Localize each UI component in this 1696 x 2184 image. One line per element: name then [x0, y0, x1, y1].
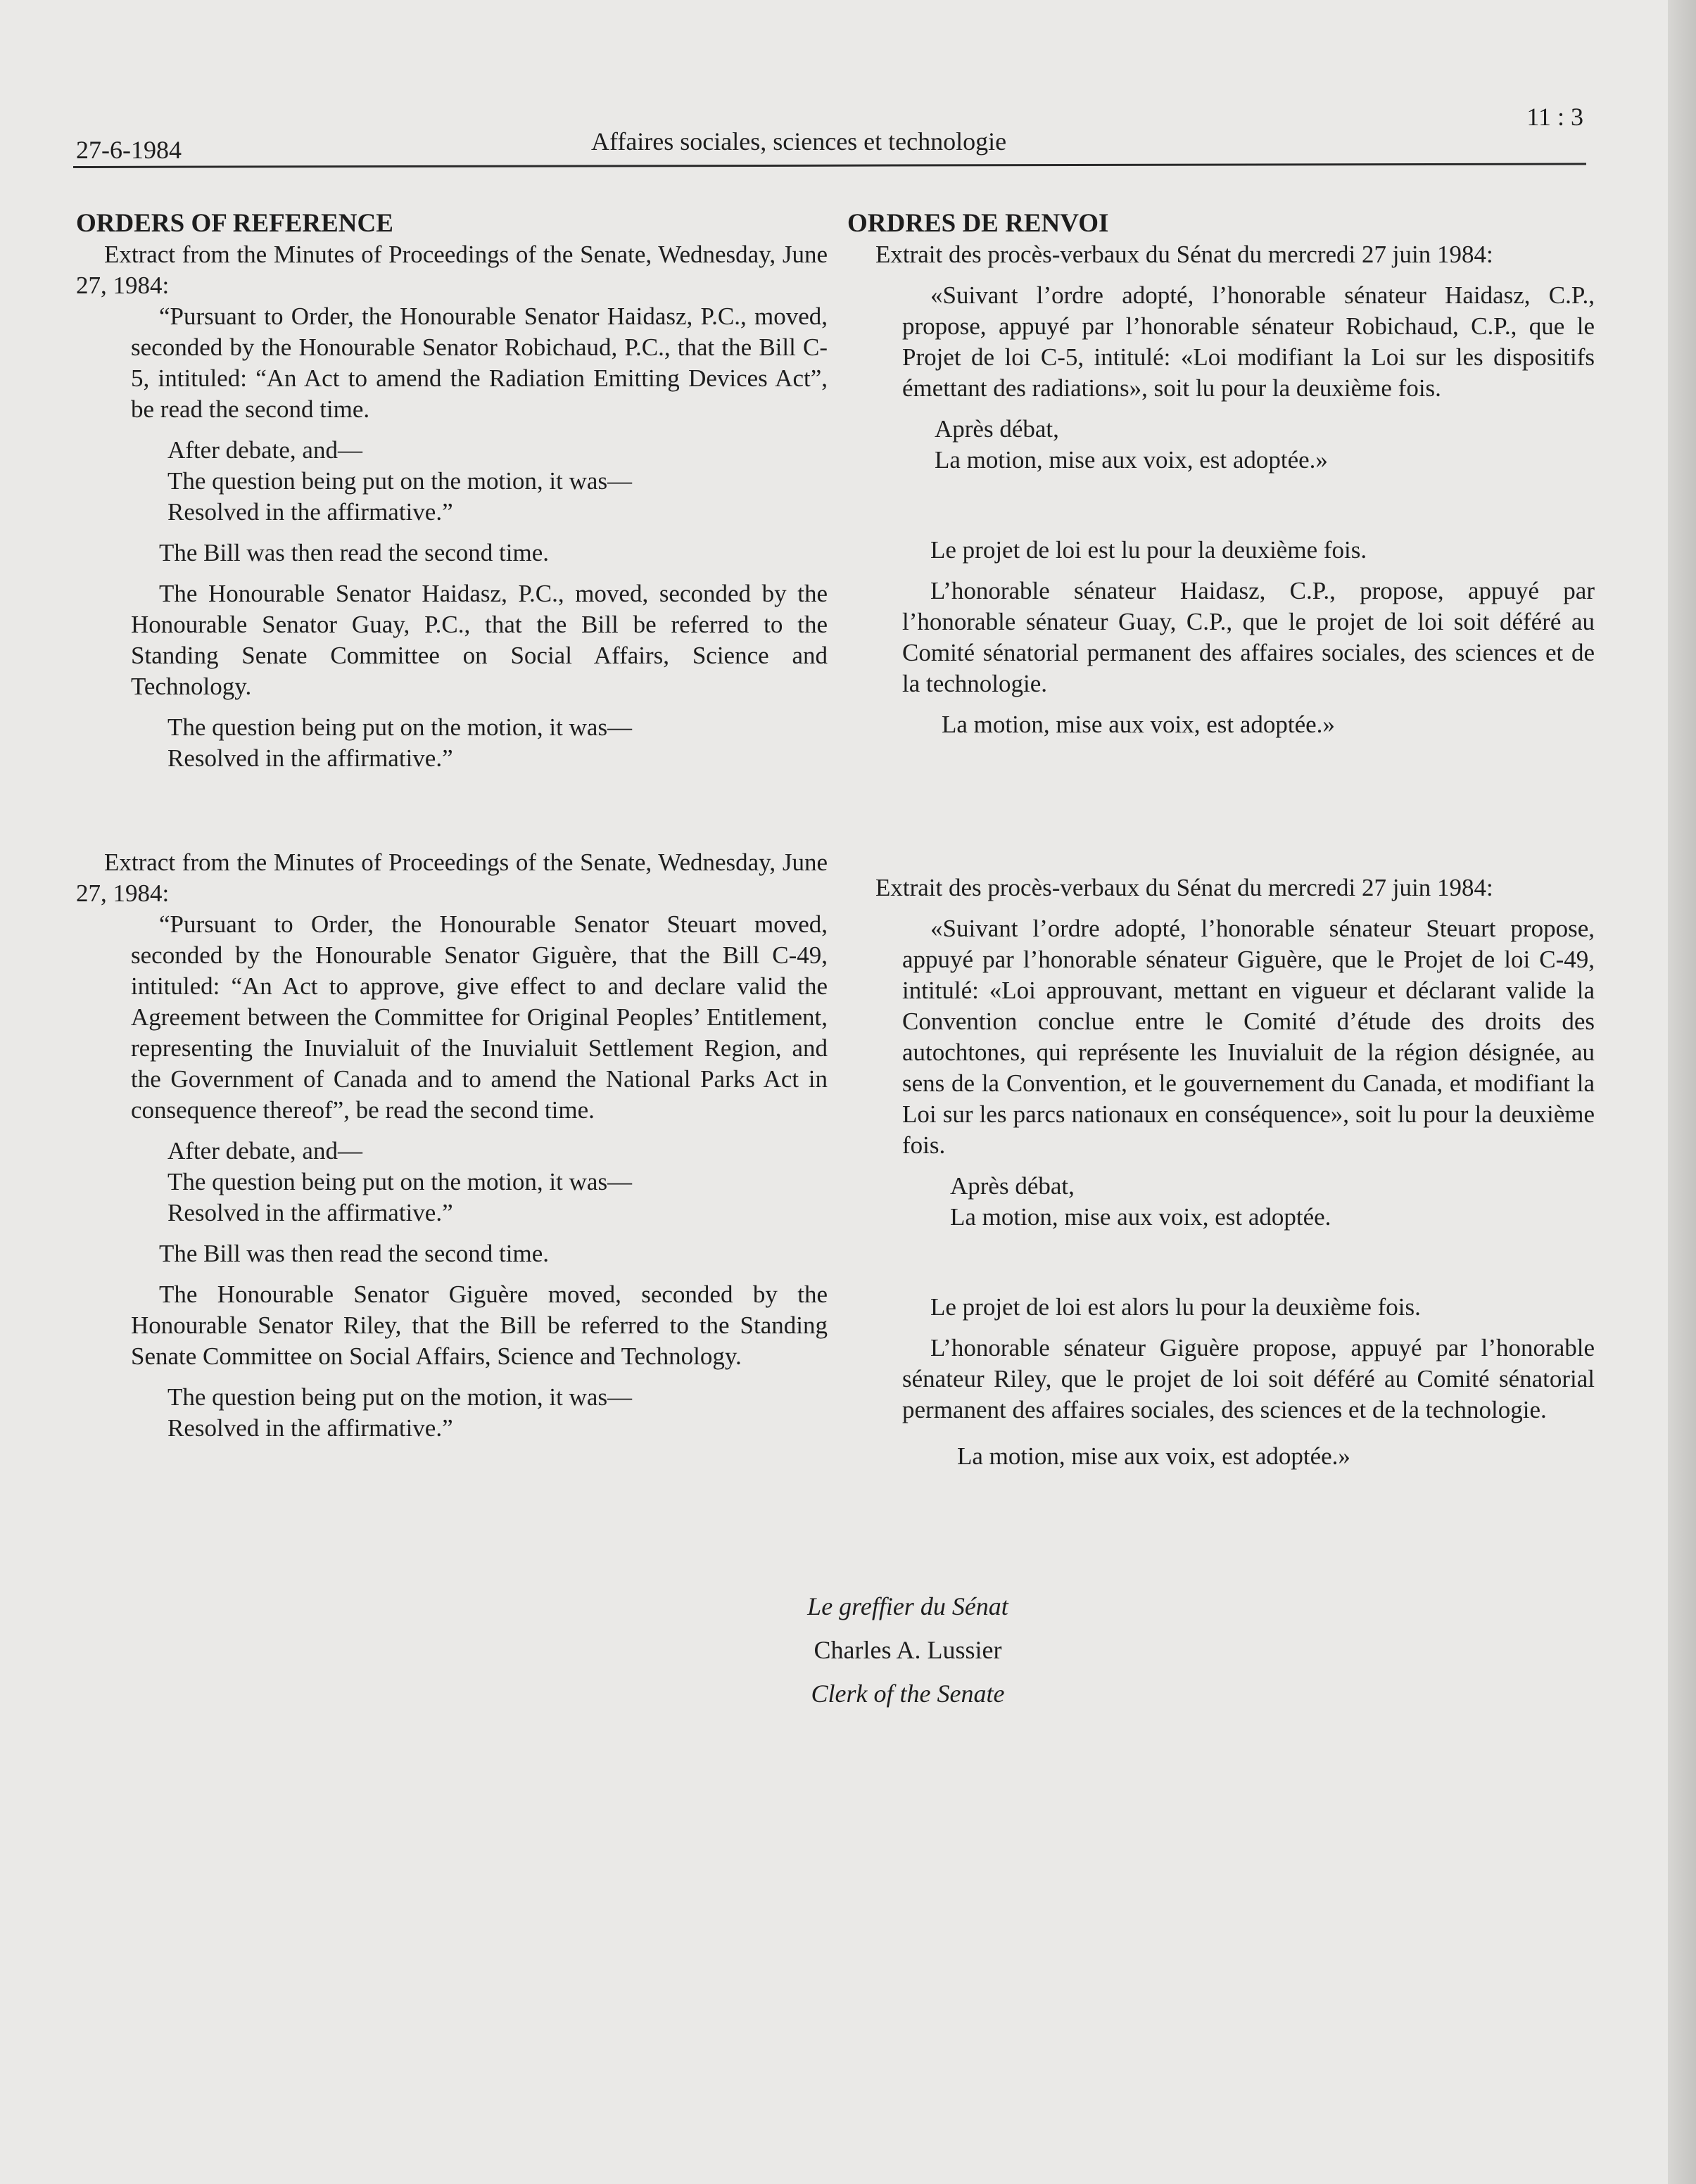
signature-block: [704, 1585, 1112, 1715]
resolution-1: [76, 435, 828, 528]
proposition-2: L’honorable sénateur Giguère propose, appuyé par l’honorable sénateur Riley, que le projet de loi soit déféré au Comité sénatorial permanent des affaires sociales, des sciences et de la technologie.: [902, 1334, 1595, 1423]
page-header: [73, 103, 1585, 170]
citation-paragraph-2: «Suivant l’ordre adopté, l’honorable sénateur Steuart propose, appuyé par l’honorable sénateur Giguère, que le Projet de loi C-49, intitulé: «Loi approuvant, mettant en vigueur et déclarant valide la Convention conclue entre le Comité d’étude des droits des autochtones, qui représente les Inuvialuit de la région désignée, au sens de la Convention, et le gouvernement du Canada, et modifiant la Loi sur les parcs nationaux en conséquence», soit lu pour la deuxième fois.: [902, 915, 1595, 1159]
resolution-3: [76, 1136, 828, 1228]
resolved-line-3: Resolved in the affirmative.”: [167, 1199, 453, 1226]
resolution-2: [76, 712, 828, 774]
question-line-3: The question being put on the motion, it was—: [167, 1168, 633, 1195]
citation-block-3: [847, 913, 1595, 1161]
signature-title-fr: Le greffier du Sénat: [807, 1592, 1008, 1620]
resolution-4: [76, 1382, 828, 1444]
motion-paragraph-2: The Honourable Senator Giguère moved, seconded by the Honourable Senator Riley, that the Bill be referred to the Standing Senate Committee on Social Affairs, Science and Technology.: [131, 1281, 828, 1370]
resolved-line-4: Resolved in the affirmative.”: [167, 1414, 453, 1442]
motion-adoptee-2: La motion, mise aux voix, est adoptée.»: [942, 711, 1335, 738]
citation-block-4: [847, 1292, 1595, 1426]
apres-debat-2: Après débat,: [950, 1172, 1075, 1200]
citation-block-2: [847, 535, 1595, 699]
header-title: Affaires sociales, sciences et technologie: [591, 127, 1007, 155]
french-column: [847, 208, 1595, 1472]
english-column: [76, 208, 828, 1444]
orders-of-reference-heading: ORDERS OF REFERENCE: [76, 209, 393, 238]
motion-adoptee-4: La motion, mise aux voix, est adoptée.»: [957, 1442, 1350, 1470]
citation-paragraph-1: «Suivant l’ordre adopté, l’honorable sénateur Haidasz, C.P., propose, appuyé par l’honorable sénateur Robichaud, C.P., que le Projet de loi C-5, intitulé: «Loi modifiant la Loi sur les dispositifs émettant des radiations», soit lu pour la deuxième fois.: [902, 281, 1595, 402]
apres-debat-1: Après débat,: [935, 415, 1059, 443]
signature-name: Charles A. Lussier: [814, 1636, 1002, 1664]
question-line-4: The question being put on the motion, it was—: [167, 1383, 633, 1411]
motion-adoptee-3: La motion, mise aux voix, est adoptée.: [950, 1203, 1331, 1231]
page-edge-shadow: [1668, 0, 1696, 2184]
motion-adoptee-1: La motion, mise aux voix, est adoptée.»: [935, 446, 1328, 474]
extract-intro-2: Extract from the Minutes of Proceedings of the Senate, Wednesday, June 27, 1984:: [76, 849, 828, 907]
resolved-line-1: Resolved in the affirmative.”: [167, 498, 453, 526]
question-line-1: The question being put on the motion, it was—: [167, 467, 633, 495]
quote-block-4: [76, 1238, 828, 1372]
projet-lu-2: Le projet de loi est alors lu pour la deuxième fois.: [930, 1293, 1421, 1321]
after-debate-1: After debate, and—: [167, 436, 362, 464]
extrait-intro-1: Extrait des procès-verbaux du Sénat du mercredi 27 juin 1984:: [875, 241, 1493, 268]
resolution-fr-3: [847, 1171, 1595, 1233]
quote-block-2: [76, 538, 828, 702]
quote-paragraph-1: “Pursuant to Order, the Honourable Senator Haidasz, P.C., moved, seconded by the Honourable Senator Robichaud, P.C., that the Bill C-5, intituled: “An Act to amend the Radiation Emitting Devices Act”, be read the second time.: [131, 303, 828, 423]
bill-read-2: The Bill was then read the second time.: [159, 1240, 550, 1267]
resolution-fr-1: [847, 414, 1595, 476]
after-debate-2: After debate, and—: [167, 1137, 362, 1164]
header-page-number: 11 : 3: [1526, 103, 1583, 131]
projet-lu-1: Le projet de loi est lu pour la deuxième fois.: [930, 536, 1367, 564]
extract-intro-1: Extract from the Minutes of Proceedings of the Senate, Wednesday, June 27, 1984:: [76, 241, 828, 299]
quote-block-3: [76, 909, 828, 1126]
quote-paragraph-2: “Pursuant to Order, the Honourable Senator Steuart moved, seconded by the Honourable Senator Giguère, that the Bill C-49, intituled: “An Act to approve, give effect to and declare valid the Agreement between the Committee for Original Peoples’ Entitlement, representing the Inuvialuit of the Inuvialuit Settlement Region, and the Government of Canada and to amend the National Parks Act in consequence thereof”, be read the second time.: [131, 910, 828, 1124]
question-line-2: The question being put on the motion, it was—: [167, 713, 633, 741]
signature-title-en: Clerk of the Senate: [811, 1680, 1005, 1708]
resolution-fr-2: [847, 709, 1595, 740]
motion-paragraph-1: The Honourable Senator Haidasz, P.C., moved, seconded by the Honourable Senator Guay, P.C., that the Bill be referred to the Standing Senate Committee on Social Affairs, Science and Technology.: [131, 580, 828, 700]
resolution-fr-4: [847, 1441, 1595, 1472]
proposition-1: L’honorable sénateur Haidasz, C.P., propose, appuyé par l’honorable sénateur Guay, C.P., que le projet de loi soit déféré au Comité sénatorial permanent des affaires sociales, des sciences et de la technologie.: [902, 577, 1595, 697]
quote-block-1: [76, 301, 828, 425]
resolved-line-2: Resolved in the affirmative.”: [167, 744, 453, 772]
ordres-de-renvoi-heading: ORDRES DE RENVOI: [847, 209, 1109, 238]
extrait-intro-2: Extrait des procès-verbaux du Sénat du mercredi 27 juin 1984:: [875, 874, 1493, 901]
bill-read-1: The Bill was then read the second time.: [159, 539, 550, 566]
citation-block-1: [847, 280, 1595, 404]
header-date: 27-6-1984: [76, 136, 182, 164]
